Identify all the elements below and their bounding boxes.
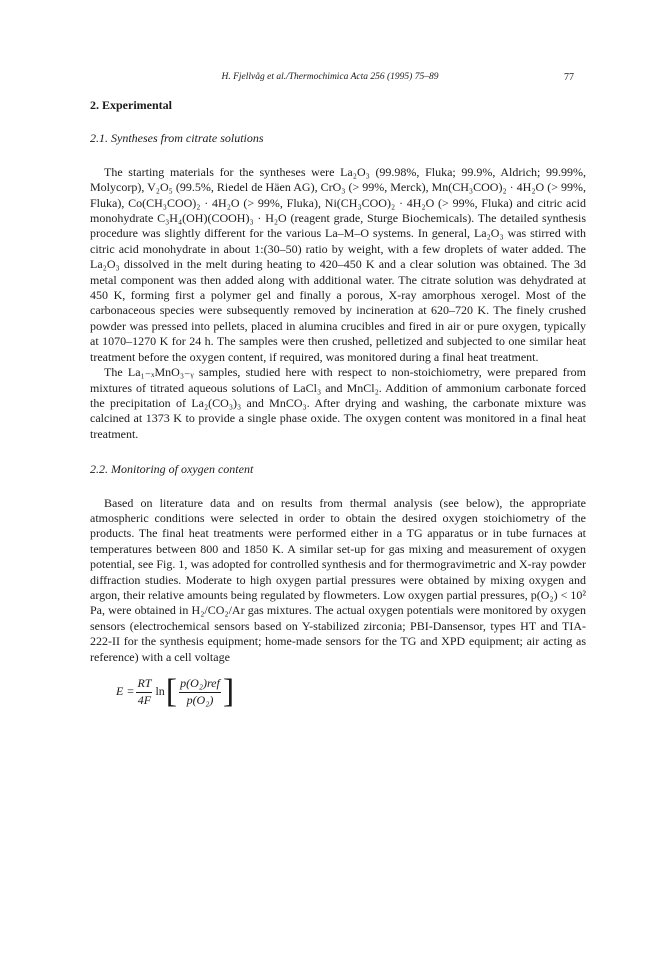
equation-argument <box>179 676 221 708</box>
right-bracket: ] <box>222 673 235 710</box>
equation-coefficient <box>136 676 152 708</box>
page-body <box>90 98 586 709</box>
argument-denominator: p(O₂) <box>186 692 214 707</box>
equation-lhs: E = <box>116 684 135 699</box>
coefficient-denominator: 4F <box>137 692 152 707</box>
cell-voltage-equation <box>116 675 586 709</box>
paragraph-oxygen-monitoring: Based on literature data and on results from thermal analysis (see below), the appropriate atmospheric conditions were selected in order to obtain the desired oxygen stoichiometry of the products. The final heat treatments were performed either in a TG apparatus or in tube furnaces at temperatures between 800 and 1850 K. A similar set-up for gas mixing and measurement of oxygen potential, see Fig. 1, was adopted for controlled synthesis and for thermogravimetric and X-ray powder diffraction studies. Moderate to high oxygen partial pressures were obtained by mixing oxygen and argon, their relative amounts being regulated by flowmeters. Low oxygen partial pressures, p(O₂) < 10² Pa, were obtained in H₂/CO₂/Ar gas mixtures. The actual oxygen potentials were monitored by oxygen sensors (electrochemical sensors based on Y-stabilized zirconia; PBI-Dansensor, types HT and TIA-222-II for the synthesis equipment; home-made sensors for the TG and XPD equipment; air acting as reference) with a cell voltage <box>90 495 586 664</box>
running-head: H. Fjellvåg et al./Thermochimica Acta 256 (1995) 75–89 <box>221 72 439 82</box>
paragraph-starting-materials: The starting materials for the syntheses were La₂O₃ (99.98%, Fluka; 99.9%, Aldrich; 99.99%, Molycorp), V₂O₅ (99.5%, Riedel de Häen AG), CrO₃ (> 99%, Merck), Mn(CH₃COO)₂ · 4H₂O (> 99%, Fluka), Co(CH₃COO)₂ · 4H₂O (> 99%, Fluka), Ni(CH₃COO)₂ · 4H₂O (> 99%, Fluka) and citric acid monohydrate C₃H₄(OH)(COOH)₃ · H₂O (reagent grade, Sturge Biochemicals). The detailed synthesis procedure was slightly different for the various La–M–O systems. In general, La₂O₃ was stirred with citric acid monohydrate in about 1:(30–50) ratio by weight, with a few droplets of water added. The La₂O₃ dissolved in the melt during heating to 420–450 K and a clear solution was obtained. The 3d metal component was then added along with additional water. The citrate solution was dehydrated at 450 K, forming first a polymer gel and finally a porous, X-ray amorphous xerogel. Most of the carbonaceous species were subsequently removed by incineration at 620–720 K. The finely crushed powder was pressed into pellets, placed in alumina crucibles and fired in air or pure oxygen, typically at 1070–1270 K for 24 h. The samples were then crushed, pelletized and subjected to one similar heat treatment before the oxygen content, if required, was monitored during a final heat treatment. <box>90 164 586 364</box>
subsection-heading-syntheses: 2.1. Syntheses from citrate solutions <box>90 131 264 146</box>
paragraph-lamno3-samples: The La₁₋ₓMnO₃₋ᵧ samples, studied here with respect to non-stoichiometry, were prepared from mixtures of titrated aqueous solutions of LaCl₃ and MnCl₂. Addition of ammonium carbonate forced the precipitation of La₂(CO₃)₃ and MnCO₃. After drying and washing, the carbonate mixture was calcined at 1373 K to provide a single phase oxide. The oxygen content was monitored in a final heat treatment. <box>90 365 586 441</box>
subsection-heading-oxygen: 2.2. Monitoring of oxygen content <box>90 462 254 477</box>
argument-numerator: p(O₂)ref <box>179 676 221 692</box>
coefficient-numerator: RT <box>136 676 152 692</box>
page-number: 77 <box>564 72 574 83</box>
left-bracket: [ <box>165 673 178 710</box>
section-heading: 2. Experimental <box>90 98 172 112</box>
equation-ln: ln <box>155 684 165 699</box>
